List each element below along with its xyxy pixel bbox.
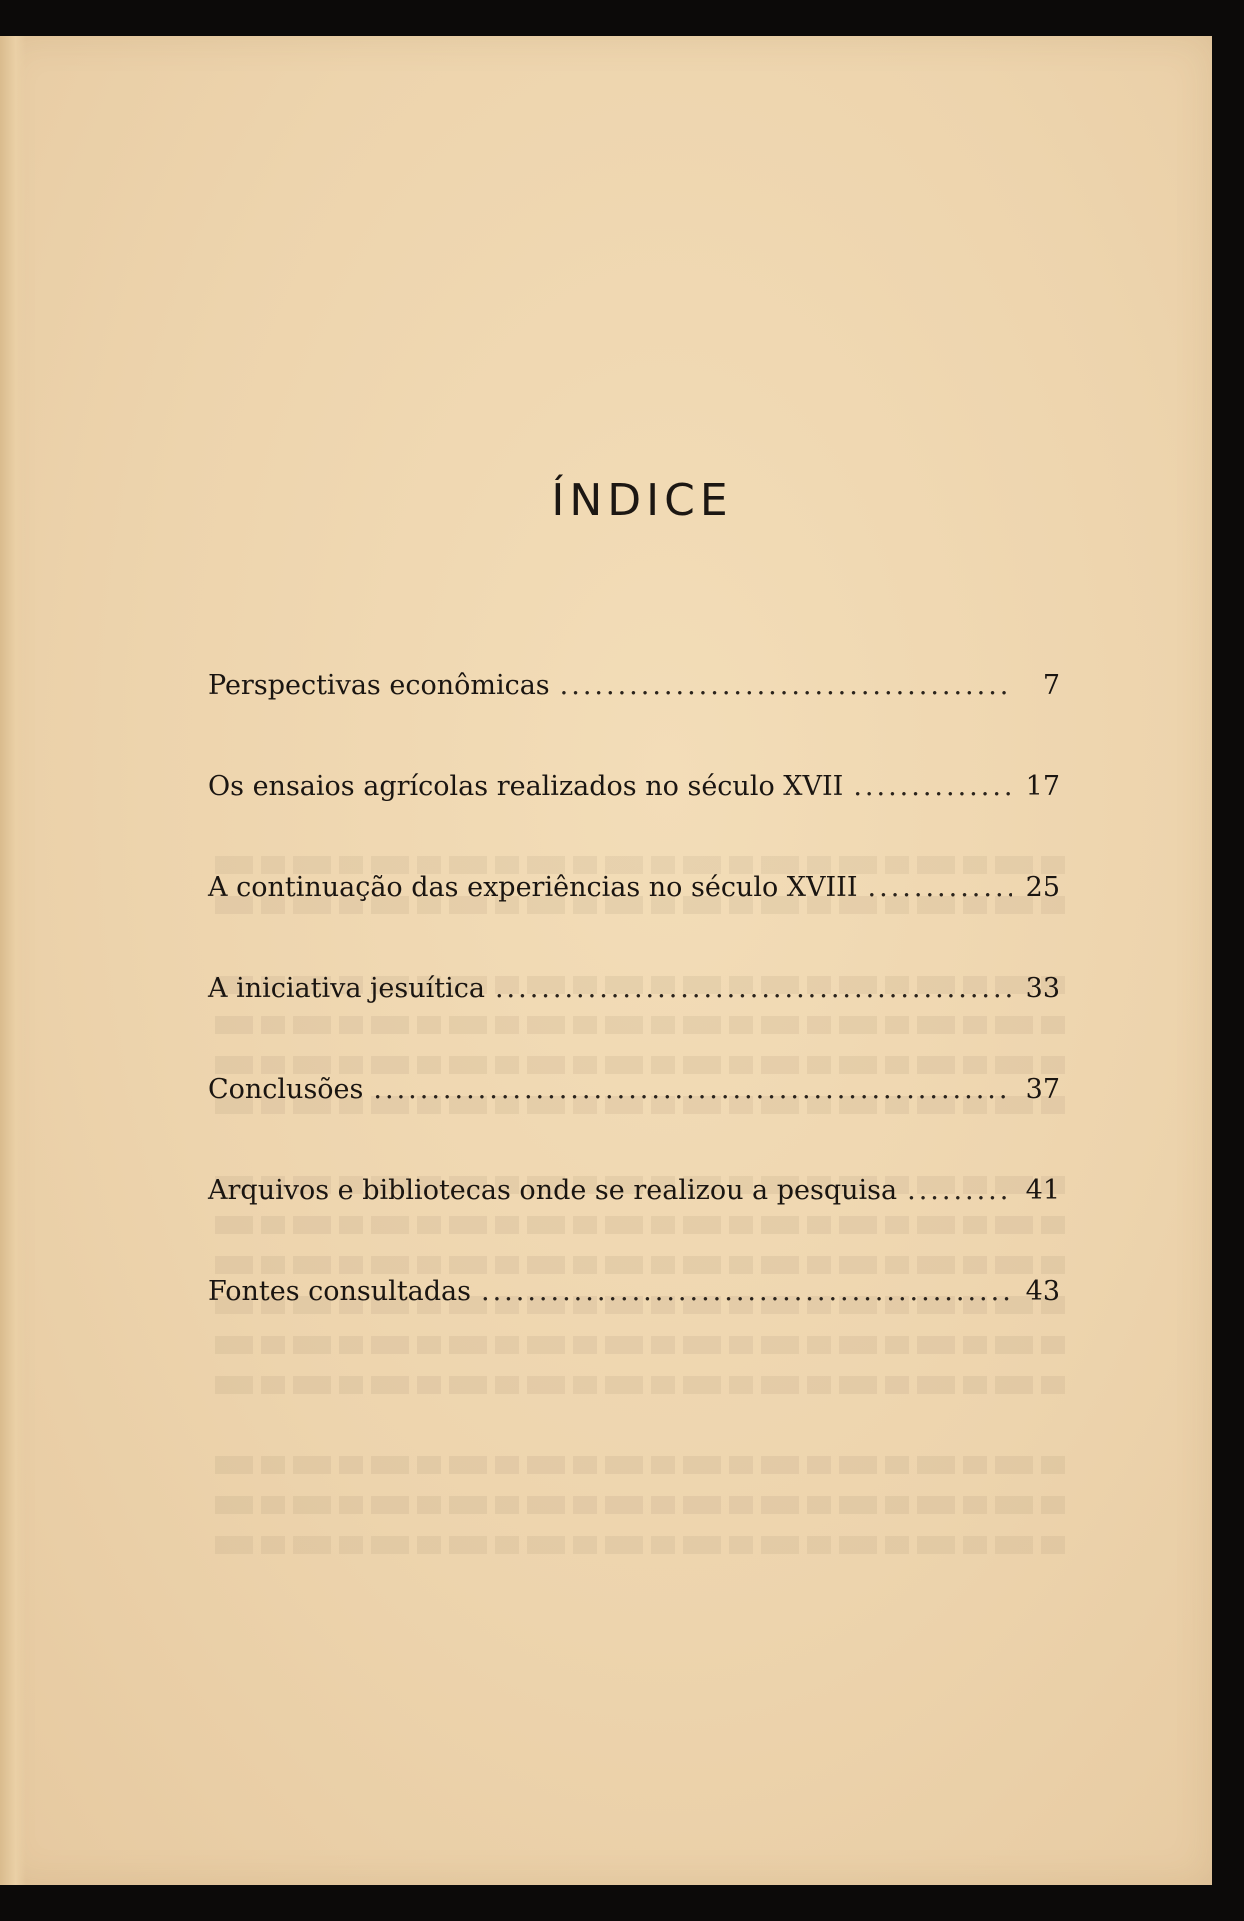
toc-entry-title: Arquivos e bibliotecas onde se realizou a pesquisa [208,1175,898,1206]
toc-entry-title: Fontes consultadas [208,1276,471,1307]
toc-page-number: 25 [1025,872,1060,903]
toc-dot-leader [495,973,1012,1004]
toc-entry[interactable] [208,670,1060,771]
toc-dot-leader [560,670,1012,701]
toc-entry[interactable] [208,872,1060,973]
toc-entry[interactable] [208,771,1060,872]
toc-entry[interactable] [208,1074,1060,1175]
toc-page-number: 43 [1025,1276,1060,1307]
index-heading: ÍNDICE [551,475,733,526]
page-binding-edge [0,36,26,1885]
toc-entry[interactable] [208,973,1060,1074]
toc-page-number: 41 [1025,1175,1060,1206]
toc-dot-leader [853,771,1012,802]
toc-dot-leader [907,1175,1012,1206]
toc-dot-leader [481,1276,1012,1307]
toc-dot-leader [868,872,1012,903]
toc-page-number: 33 [1025,973,1060,1004]
toc-entry-title: Conclusões [208,1074,364,1105]
toc-entry-title: Perspectivas econômicas [208,670,550,701]
toc-entry[interactable] [208,1276,1060,1377]
toc-entry-title: A iniciativa jesuítica [208,973,485,1004]
toc-page-number: 17 [1025,771,1060,802]
toc-dot-leader [373,1074,1012,1105]
table-of-contents [208,670,1060,1377]
toc-entry-title: Os ensaios agrícolas realizados no século XVII [208,771,844,802]
toc-page-number: 7 [1042,670,1060,701]
toc-page-number: 37 [1025,1074,1060,1105]
toc-entry-title: A continuação das experiências no século XVIII [208,872,858,903]
toc-entry[interactable] [208,1175,1060,1276]
